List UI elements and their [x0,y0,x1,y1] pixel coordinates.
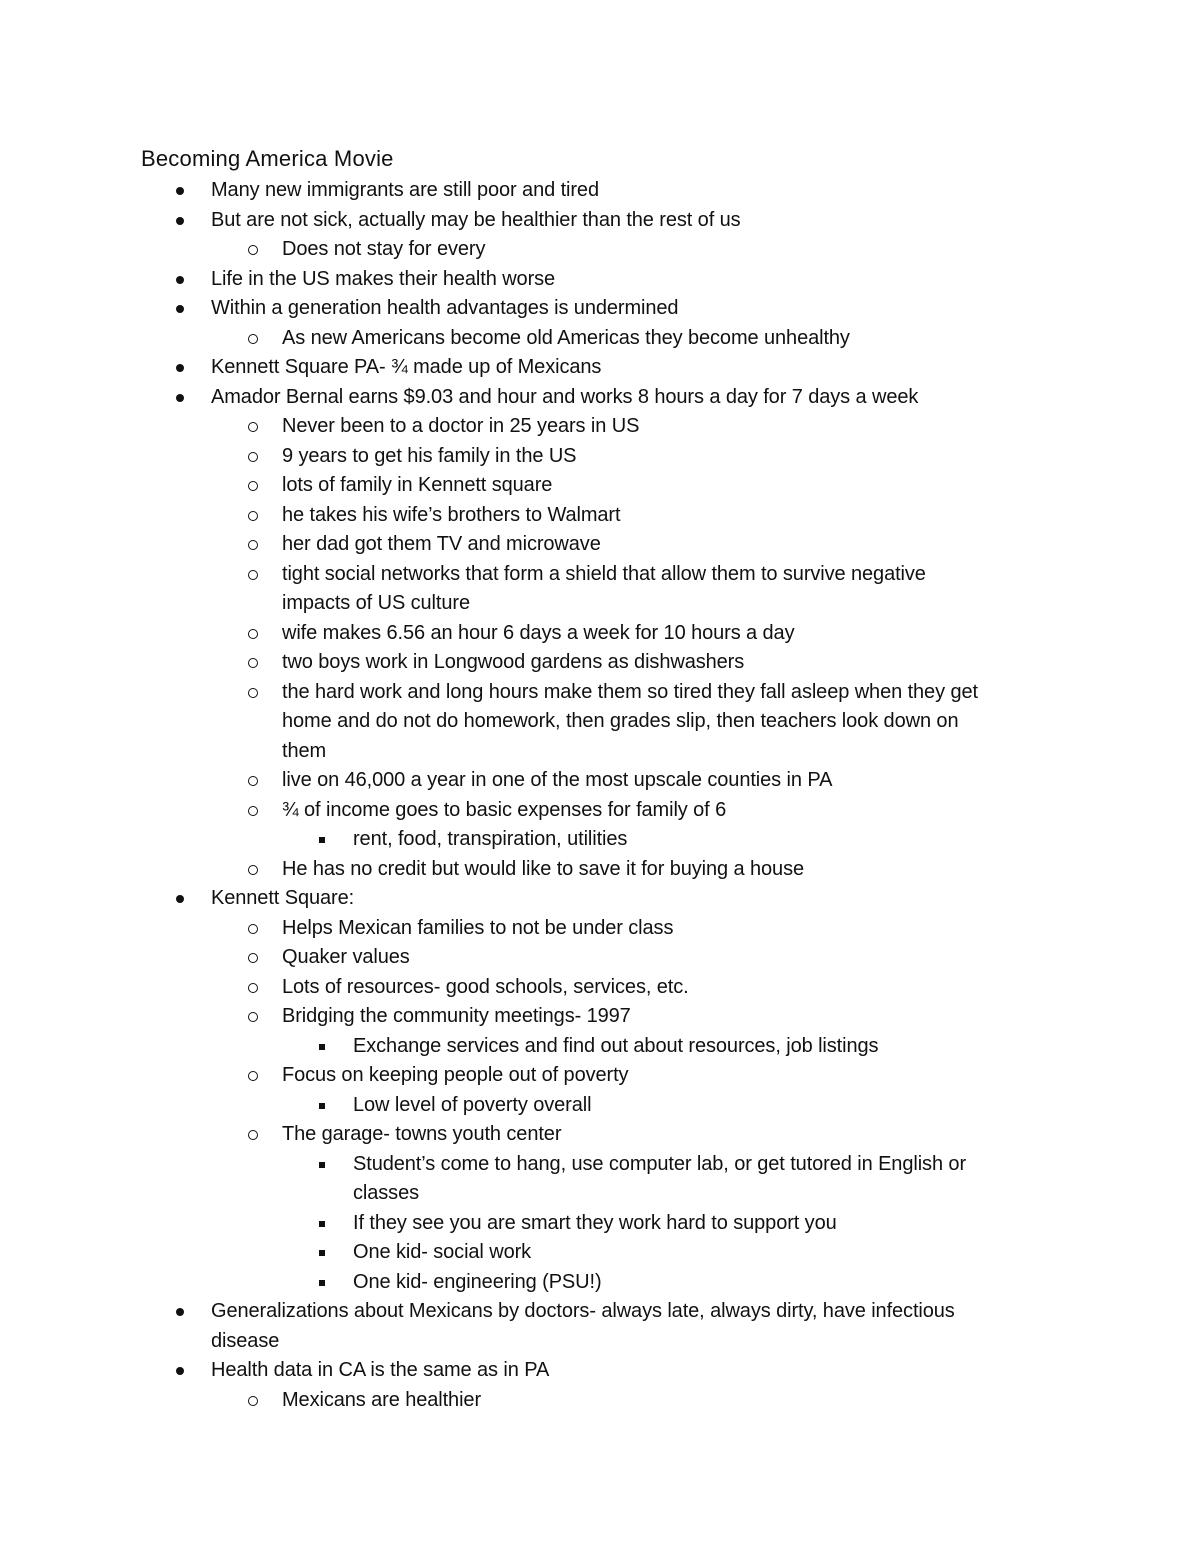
list-item-text: Helps Mexican families to not be under class [282,916,674,939]
list-item-text: Low level of poverty overall [353,1093,592,1116]
square-marker [319,1103,325,1109]
square-marker [319,1044,325,1050]
list-item-text: impacts of US culture [282,592,470,614]
circle-marker [248,806,258,816]
list-item-text: Mexicans are healthier [282,1388,482,1411]
list-item-text: disease [211,1329,280,1352]
list-item-text: Kennett Square: [211,887,355,909]
circle-marker [248,481,258,491]
list-item-text: he takes his wife’s brothers to Walmart [282,503,621,526]
list-item-text: classes [353,1182,419,1204]
list-item-text: But are not sick, actually may be healthier than the rest of us [211,208,741,231]
circle-marker [248,1130,258,1140]
list-item-text: home and do not do homework, then grades slip, then teachers look down on [282,710,959,732]
list-item-text: 9 years to get his family in the US [282,444,577,467]
list-item-text: Amador Bernal earns $9.03 and hour and works 8 hours a day for 7 days a week [211,385,919,408]
circle-marker [248,422,258,432]
list-item-text: If they see you are smart they work hard to support you [353,1211,837,1234]
circle-marker [248,953,258,963]
list-item-text: Quaker values [282,946,410,968]
list-item-text: As new Americans become old Americas they become unhealthy [282,326,850,349]
circle-marker [248,1071,258,1081]
list-item-text: rent, food, transpiration, utilities [353,828,628,850]
list-item-text: Within a generation health advantages is undermined [211,297,679,319]
bullet-marker [176,1367,184,1375]
list-item-text: them [282,739,327,762]
list-item-text: He has no credit but would like to save it for buying a house [282,857,804,880]
circle-marker [248,924,258,934]
list-item-text: Many new immigrants are still poor and tired [211,179,599,201]
list-item-text: her dad got them TV and microwave [282,533,601,555]
list-item-text: Lots of resources- good schools, services, etc. [282,975,689,998]
list-item-text: wife makes 6.56 an hour 6 days a week for 10 hours a day [282,621,795,644]
list-item-text: Focus on keeping people out of poverty [282,1064,629,1086]
list-item-text: One kid- engineering (PSU!) [353,1270,602,1293]
list-item-text: Kennett Square PA- ¾ made up of Mexicans [211,356,602,378]
list-item-text: tight social networks that form a shield that allow them to survive negative [282,562,926,585]
list-item-text: Life in the US makes their health worse [211,267,556,290]
bullet-marker [176,895,184,903]
circle-marker [248,452,258,462]
list-item-text: ¾ of income goes to basic expenses for family of 6 [282,798,727,821]
bullet-marker [176,187,184,195]
circle-marker [248,688,258,698]
list-item-text: The garage- towns youth center [282,1123,562,1145]
bullet-marker [176,394,184,402]
bullet-marker [176,1308,184,1316]
circle-marker [248,1396,258,1406]
square-marker [319,1221,325,1227]
list-item-text: Bridging the community meetings- 1997 [282,1005,631,1027]
square-marker [319,1280,325,1286]
square-marker [319,1162,325,1168]
circle-marker [248,511,258,521]
page-title: Becoming America Movie [141,146,394,171]
list-item-text: Exchange services and find out about resources, job listings [353,1034,879,1057]
list-item-text: Student’s come to hang, use computer lab, or get tutored in English or [353,1152,967,1175]
list-item-text: Does not stay for every [282,238,486,260]
circle-marker [248,1012,258,1022]
list-item-text: live on 46,000 a year in one of the most upscale counties in PA [282,769,833,791]
bullet-marker [176,217,184,225]
list-item-text: the hard work and long hours make them so tired they fall asleep when they get [282,680,978,703]
square-marker [319,837,325,843]
circle-marker [248,865,258,875]
circle-marker [248,334,258,344]
list-item-text: Never been to a doctor in 25 years in US [282,415,640,437]
circle-marker [248,245,258,255]
list-item-text: Generalizations about Mexicans by doctors- always late, always dirty, have infectious [211,1300,955,1322]
list-item-text: One kid- social work [353,1241,532,1263]
list-item-text: lots of family in Kennett square [282,474,553,496]
bullet-marker [176,276,184,284]
circle-marker [248,629,258,639]
circle-marker [248,983,258,993]
list-item-text: Health data in CA is the same as in PA [211,1359,550,1381]
circle-marker [248,658,258,668]
list-item-text: two boys work in Longwood gardens as dishwashers [282,651,745,673]
square-marker [319,1250,325,1256]
circle-marker [248,570,258,580]
bullet-marker [176,305,184,313]
circle-marker [248,540,258,550]
bullet-marker [176,364,184,372]
circle-marker [248,776,258,786]
